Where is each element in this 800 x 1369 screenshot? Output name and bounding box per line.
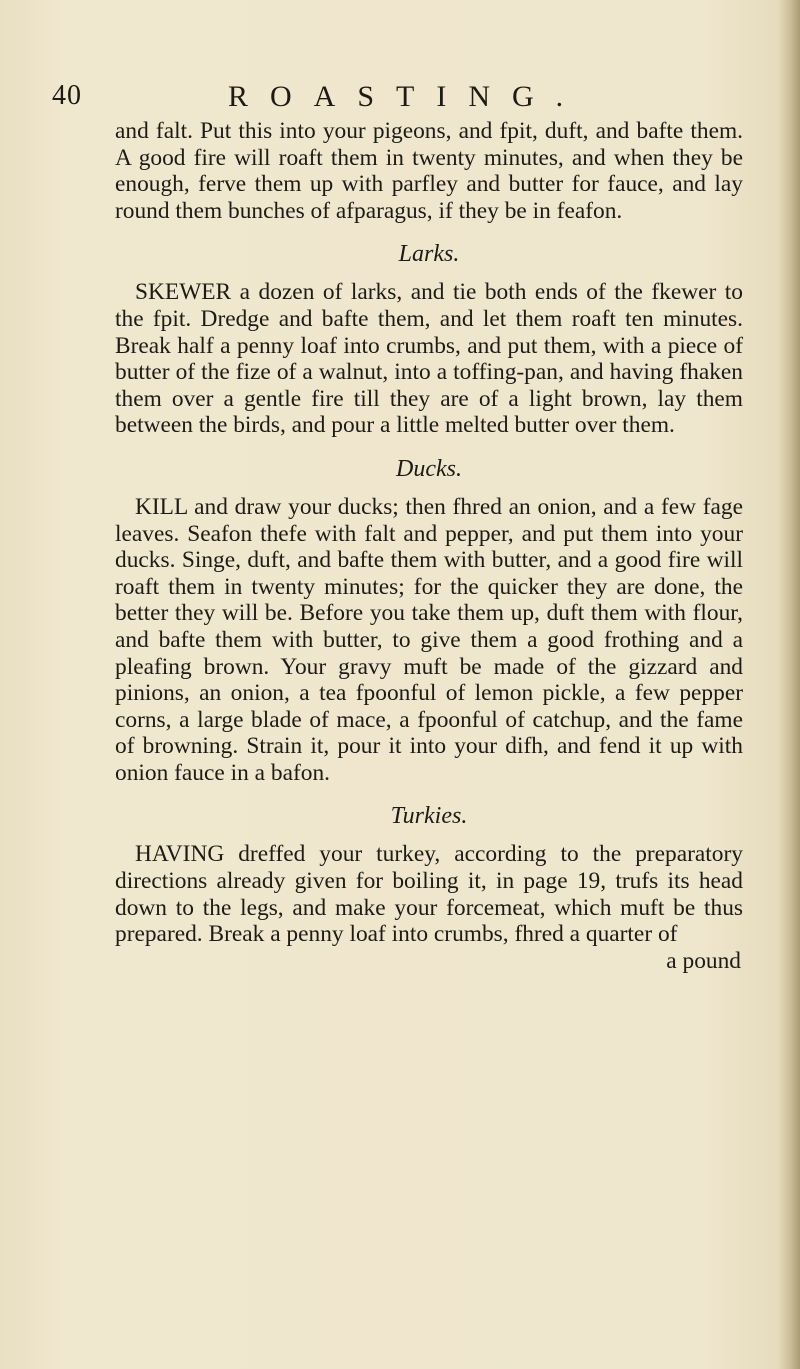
page-edge-shadow <box>778 0 800 1369</box>
ducks-paragraph: KILL and draw your ducks; then fhred an onion, and a few fage leaves. Seafon thefe with falt and pepper, and put them into your ducks. Singe, duft, and bafte them with butter, and a good fire will roaft them in twenty minutes; for the quicker they are done, the better they will be. Before you take them up, duft them with flour, and bafte them with butter, to give them a good frothing and a pleafing brown. Your gravy muft be made of the gizzard and pinions, an onion, a tea fpoonful of lemon pickle, a few pepper corns, a large blade of mace, a fpoonful of catchup, and the fame of browning. Strain it, pour it into your difh, and fend it up with onion fauce in a bafon. <box>115 493 743 786</box>
ducks-heading: Ducks. <box>396 455 462 482</box>
larks-paragraph: SKEWER a dozen of larks, and tie both ends of the fkewer to the fpit. Dredge and bafte them, and let them roaft ten minutes. Break half a penny loaf into crumbs, and put them, with a piece of butter of the fize of a walnut, into a toffing-pan, and having fhaken them over a gentle fire till they are of a light brown, lay them between the birds, and pour a little melted butter over them. <box>115 279 743 439</box>
turkies-paragraph: HAVING dreffed your turkey, according to the preparatory directions already given for boiling it, in page 19, trufs its head down to the legs, and make your forcemeat, which muft be thus prepared. Break a penny loaf into crumbs, fhred a quarter of <box>115 841 743 948</box>
page-header <box>52 80 752 116</box>
turkies-heading: Turkies. <box>390 803 468 830</box>
catchword: a pound <box>666 947 741 974</box>
running-head: ROASTING. <box>228 80 586 113</box>
page-number: 40 <box>52 80 82 111</box>
intro-paragraph: and falt. Put this into your pigeons, and fpit, duft, and bafte them. A good fire will roaft them in twenty minutes, and when they be enough, ferve them up with parfley and butter for fauce, and lay round them bunches of afparagus, if they be in feafon. <box>115 118 743 224</box>
larks-heading: Larks. <box>398 241 460 268</box>
page-body <box>115 118 743 974</box>
